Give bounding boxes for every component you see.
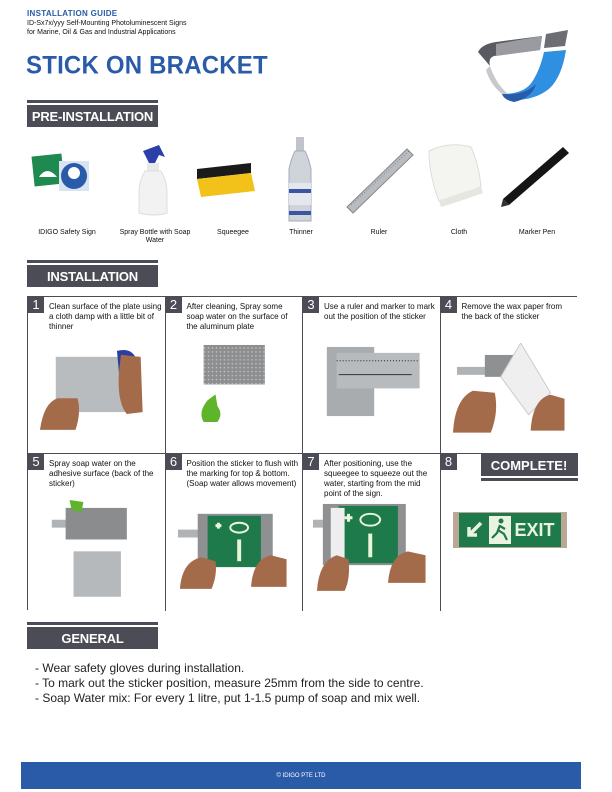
step-number: 1	[28, 297, 44, 313]
tool-ruler	[339, 135, 419, 250]
step-number: 2	[166, 297, 182, 313]
tool-label: Thinner	[289, 229, 313, 236]
arrow-down-left-icon	[463, 519, 485, 541]
section-rule	[27, 100, 158, 103]
step-4	[441, 297, 579, 454]
step-text: Clean surface of the plate using a cloth damp with a little bit of thinner	[49, 302, 162, 331]
step-text: Position the sticker to flush with the marking for top & bottom. (Soap water allows movement)	[186, 459, 299, 488]
squeegee-sign-photo	[313, 500, 429, 599]
step-text: After cleaning, Spray some soap water on the surface of the aluminum plate	[186, 302, 288, 331]
removing-wax-paper-photo	[451, 343, 568, 443]
step-number: 7	[303, 454, 319, 470]
page-title: STICK ON BRACKET	[26, 51, 268, 80]
section-rule	[481, 478, 578, 481]
exit-sign	[453, 512, 567, 548]
tool-label: Cloth	[450, 229, 468, 236]
tool-label: Spray Bottle with Soap Water	[119, 229, 191, 244]
copyright-text: © IDIGO PTE LTD	[276, 772, 326, 779]
step-number: 4	[441, 297, 457, 313]
marker-pen-icon	[497, 135, 577, 223]
tool-cloth	[419, 135, 499, 250]
section-rule	[27, 260, 158, 263]
general-title: GENERAL	[27, 627, 158, 649]
step-number: 8	[441, 454, 457, 470]
installation-title: INSTALLATION	[27, 265, 158, 287]
step-number: 5	[28, 454, 44, 470]
tool-spray-bottle	[115, 135, 195, 250]
idigo-logo-icon	[474, 14, 574, 104]
thinner-bottle-icon	[261, 135, 341, 223]
general-notes-list	[35, 661, 424, 706]
general-heading	[27, 622, 158, 649]
section-rule	[27, 622, 158, 625]
installation-heading	[27, 260, 158, 287]
step-number: 6	[166, 454, 182, 470]
step-2	[166, 297, 304, 454]
running-man-icon	[489, 516, 511, 544]
spray-bottle-icon	[115, 135, 195, 223]
tool-safety-sign	[27, 135, 107, 250]
ruler-icon	[339, 135, 419, 223]
subtitle-line-2: for Marine, Oil & Gas and Industrial Applications	[27, 28, 176, 36]
general-note: - Soap Water mix: For every 1 litre, put 1-1.5 pump of soap and mix well.	[35, 691, 421, 705]
cleaning-plate-photo	[38, 343, 154, 442]
spraying-sticker-photo	[38, 500, 154, 599]
step-1	[28, 297, 166, 454]
general-note: - To mark out the sticker position, measure 25mm from the side to centre.	[35, 676, 424, 690]
step-text: Use a ruler and marker to mark out the position of the sticker	[324, 302, 435, 321]
step-text: Remove the wax paper from the back of the sticker	[461, 302, 562, 321]
tool-marker-pen	[497, 135, 577, 250]
step-5	[28, 454, 166, 611]
tool-thinner	[261, 135, 341, 250]
tool-label: Squeegee	[217, 229, 249, 236]
step-text: After positioning, use the squeegee to squeeze out the water, starting from the mid point of the sign.	[324, 459, 428, 498]
step-6	[166, 454, 304, 611]
pre-installation-heading	[27, 100, 158, 127]
pre-installation-title: PRE-INSTALLATION	[27, 105, 158, 127]
tool-label: Marker Pen	[518, 229, 556, 236]
product-subtitle	[27, 20, 187, 37]
marking-position-photo	[313, 343, 429, 442]
cloth-icon	[419, 135, 499, 223]
guide-label: INSTALLATION GUIDE	[27, 9, 118, 18]
step-8	[441, 454, 579, 611]
complete-badge: COMPLETE!	[481, 454, 578, 476]
subtitle-line-1: ID-Sx7x/yyy Self-Mounting Photoluminescent Signs	[27, 20, 187, 27]
spraying-plate-photo	[176, 343, 292, 442]
positioning-sticker-photo	[176, 500, 292, 599]
tool-label: IDIGO Safety Sign	[38, 229, 96, 236]
installation-steps-grid	[27, 296, 577, 610]
step-number: 3	[303, 297, 319, 313]
exit-sign-text: EXIT	[514, 520, 555, 540]
footer	[21, 762, 581, 789]
general-note: - Wear safety gloves during installation.	[35, 661, 245, 675]
step-7	[303, 454, 441, 611]
step-3	[303, 297, 441, 454]
safety-sign-icon	[27, 135, 107, 223]
step-text: Spray soap water on the adhesive surface (back of the sticker)	[49, 459, 154, 488]
tools-list	[27, 135, 587, 250]
tool-label: Ruler	[370, 229, 388, 236]
